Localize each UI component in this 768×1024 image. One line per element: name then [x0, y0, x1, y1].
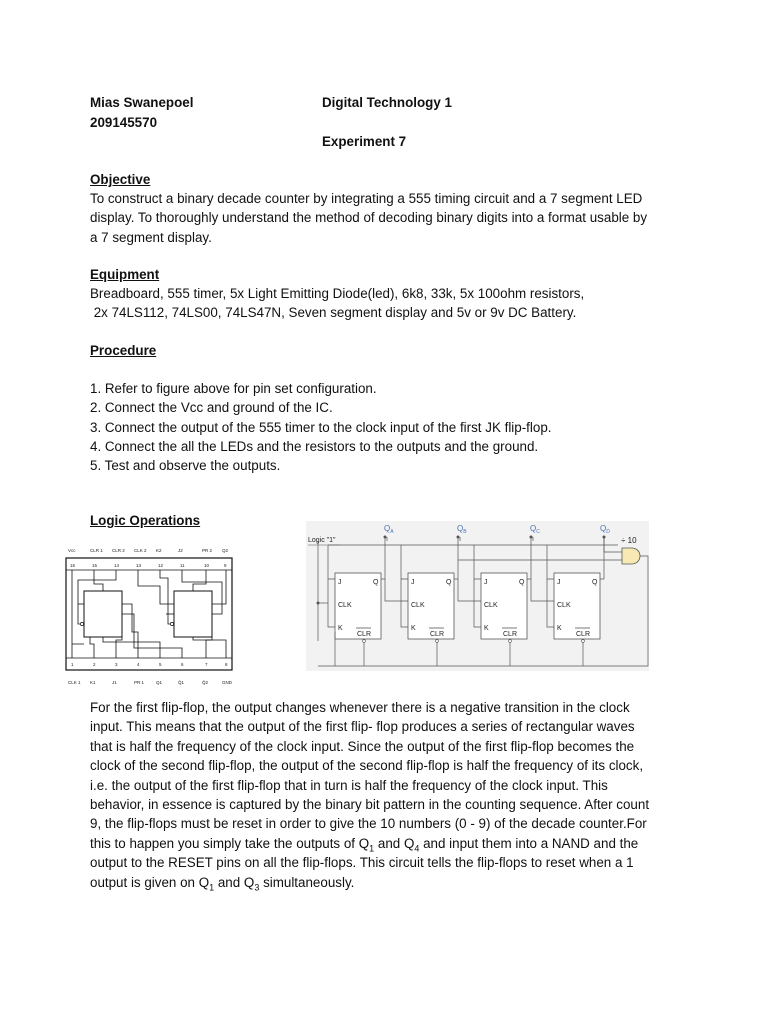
ic-pin-label: K1	[90, 680, 96, 685]
procedure-step: 3. Connect the output of the 555 timer to the clock input of the first JK flip-flop.	[90, 419, 552, 435]
ic-pinout-diagram	[60, 544, 238, 695]
ic-pin-label: Q̄1	[178, 680, 185, 685]
ff-clk-label: CLK	[338, 602, 352, 609]
text-run: and Q	[214, 874, 255, 890]
ff-clk-label: CLK	[484, 602, 498, 609]
equipment-heading: Equipment	[90, 267, 160, 282]
ic-pin-label: PR 1	[134, 680, 145, 685]
procedure-heading: Procedure	[90, 343, 157, 358]
decade-counter-svg	[306, 521, 649, 671]
ic-pin-label: Vcc	[68, 548, 76, 553]
ic-pin-label: GND	[222, 680, 232, 685]
equipment-section	[90, 265, 690, 323]
equipment-line: Breadboard, 555 timer, 5x Light Emitting Diode(led), 6k8, 33k, 5x 100ohm resistors,	[90, 286, 585, 302]
text-run: output is given on Q	[90, 874, 210, 890]
objective-line: a 7 segment display.	[90, 229, 212, 245]
ff-q-label: Q	[373, 579, 379, 586]
course-title: Digital Technology 1	[322, 95, 452, 110]
ic-pin-number: 13	[136, 563, 142, 568]
text-run: simultaneously.	[259, 874, 355, 890]
ic-pin-label: CLR 1	[90, 548, 103, 553]
ic-pin-number: 16	[70, 563, 76, 568]
ic-pin-number: 9	[224, 563, 227, 568]
ic-pin-number: 5	[159, 662, 162, 667]
explanation-paragraph	[90, 698, 682, 892]
ic-pin-label: CLK 1	[68, 680, 81, 685]
procedure-section	[90, 341, 690, 475]
objective-section	[90, 170, 690, 247]
subscript: 3	[254, 882, 260, 893]
explanation-line: clock of the second flip-flop, the output of the second flip-flop is half the frequency of its clock,	[90, 758, 644, 774]
course-block	[322, 93, 452, 152]
objective-heading: Objective	[90, 172, 151, 187]
ic-pin-label: PR 2	[202, 548, 213, 553]
ff-clr-label: CLR	[357, 631, 372, 638]
author-name: Mias Swanepoel	[90, 95, 194, 110]
explanation-line: behavior, in essence is captured by the binary bit pattern in the counting sequence. After count	[90, 797, 650, 813]
ic-pin-label: Q̄2	[202, 680, 209, 685]
ic-pin-number: 4	[137, 662, 140, 667]
ff-clr-label: CLR	[503, 631, 518, 638]
logic-heading: Logic Operations	[90, 513, 201, 528]
divide-by-ten-label: ÷ 10	[621, 536, 637, 545]
ic-pin-label: CLK 2	[134, 548, 147, 553]
decade-counter-diagram	[306, 521, 649, 676]
ff-k-label: K	[557, 625, 562, 632]
procedure-step: 2. Connect the Vcc and ground of the IC.	[90, 400, 333, 416]
ff-output-label: $Q_D$	[600, 524, 610, 535]
ff-output-label: $Q_A$	[384, 524, 394, 535]
ff-k-label: K	[484, 625, 489, 632]
ic-pin-label: J2	[178, 548, 183, 553]
equipment-line: 2x 74LS112, 74LS00, 74LS47N, Seven segment display and 5v or 9v DC Battery.	[90, 305, 577, 321]
ic-pin-number: 15	[92, 563, 98, 568]
ic-pin-label: K2	[156, 548, 162, 553]
subscript: 1	[209, 882, 215, 893]
ic-pin-label: Q2	[222, 548, 229, 553]
explanation-line	[90, 834, 682, 853]
ff-j-label: J	[411, 579, 415, 586]
subscript: 4	[414, 843, 420, 854]
text-run: and Q	[374, 835, 415, 851]
ff-k-label: K	[411, 625, 416, 632]
ff-q-label: Q	[519, 579, 525, 586]
ff-k-label: K	[338, 625, 343, 632]
procedure-step: 4. Connect the all the LEDs and the resistors to the outputs and the ground.	[90, 438, 539, 454]
ff-j-label: J	[338, 579, 342, 586]
ic-pin-number: 10	[204, 563, 210, 568]
objective-line: To construct a binary decade counter by integrating a 555 timing circuit and a 7 segment LED	[90, 191, 643, 207]
explanation-line: 9, the flip-flops must be reset in order to give the 10 numbers (0 - 9) of the decade counter.For	[90, 816, 647, 832]
ff-clr-label: CLR	[430, 631, 445, 638]
procedure-step: 5. Test and observe the outputs.	[90, 458, 281, 474]
ic-pin-number: 2	[93, 662, 96, 667]
experiment-title: Experiment 7	[322, 134, 407, 149]
explanation-line: i.e. the output of the first flip-flop that in turn is half the frequency of the clock input. This	[90, 777, 608, 793]
explanation-line: For the first flip-flop, the output changes whenever there is a negative transition in the clock	[90, 700, 630, 715]
explanation-line: output to the RESET pins on all the flip-flops. This circuit tells the flip-flops to reset when a 1	[90, 855, 634, 871]
ic-pin-number: 6	[181, 662, 184, 667]
ff-output-label: $Q_B$	[457, 524, 467, 535]
ic-pinout-svg	[60, 544, 238, 690]
ic-pin-label: Q1	[156, 680, 163, 685]
ic-pin-label: J1	[112, 680, 117, 685]
objective-line: display. To thoroughly understand the method of decoding binary digits into a format usable by	[90, 210, 648, 226]
ic-pin-number: 12	[158, 563, 164, 568]
explanation-line: that is half the frequency of the clock input. Since the output of the first flip-flop becomes the	[90, 738, 635, 754]
author-block	[90, 93, 193, 132]
ic-pin-number: 8	[225, 662, 228, 667]
text-run: and input them into a NAND and the	[419, 835, 639, 851]
logic-one-label: Logic "1"	[308, 537, 336, 544]
ic-pin-number: 11	[180, 563, 185, 568]
ff-clk-label: CLK	[411, 602, 425, 609]
explanation-line	[90, 873, 682, 892]
ff-q-label: Q	[592, 579, 598, 586]
ff-j-label: J	[557, 579, 561, 586]
ic-pin-number: 14	[114, 563, 120, 568]
ff-q-label: Q	[446, 579, 452, 586]
ff-clk-label: CLK	[557, 602, 571, 609]
ff-output-label: $Q_C$	[530, 524, 540, 535]
ic-pin-number: 3	[115, 662, 118, 667]
procedure-step: 1. Refer to figure above for pin set configuration.	[90, 381, 377, 397]
ic-pin-number: 1	[71, 662, 74, 667]
explanation-line: input. This means that the output of the first flip- flop produces a series of rectangular waves	[90, 719, 635, 735]
ff-clr-label: CLR	[576, 631, 591, 638]
text-run: this to happen you simply take the outputs of Q	[90, 835, 370, 851]
ic-pin-label: CLR 2	[112, 548, 125, 553]
student-number: 209145570	[90, 114, 158, 130]
ff-j-label: J	[484, 579, 488, 586]
ic-pin-number: 7	[205, 662, 208, 667]
subscript: 1	[369, 843, 375, 854]
